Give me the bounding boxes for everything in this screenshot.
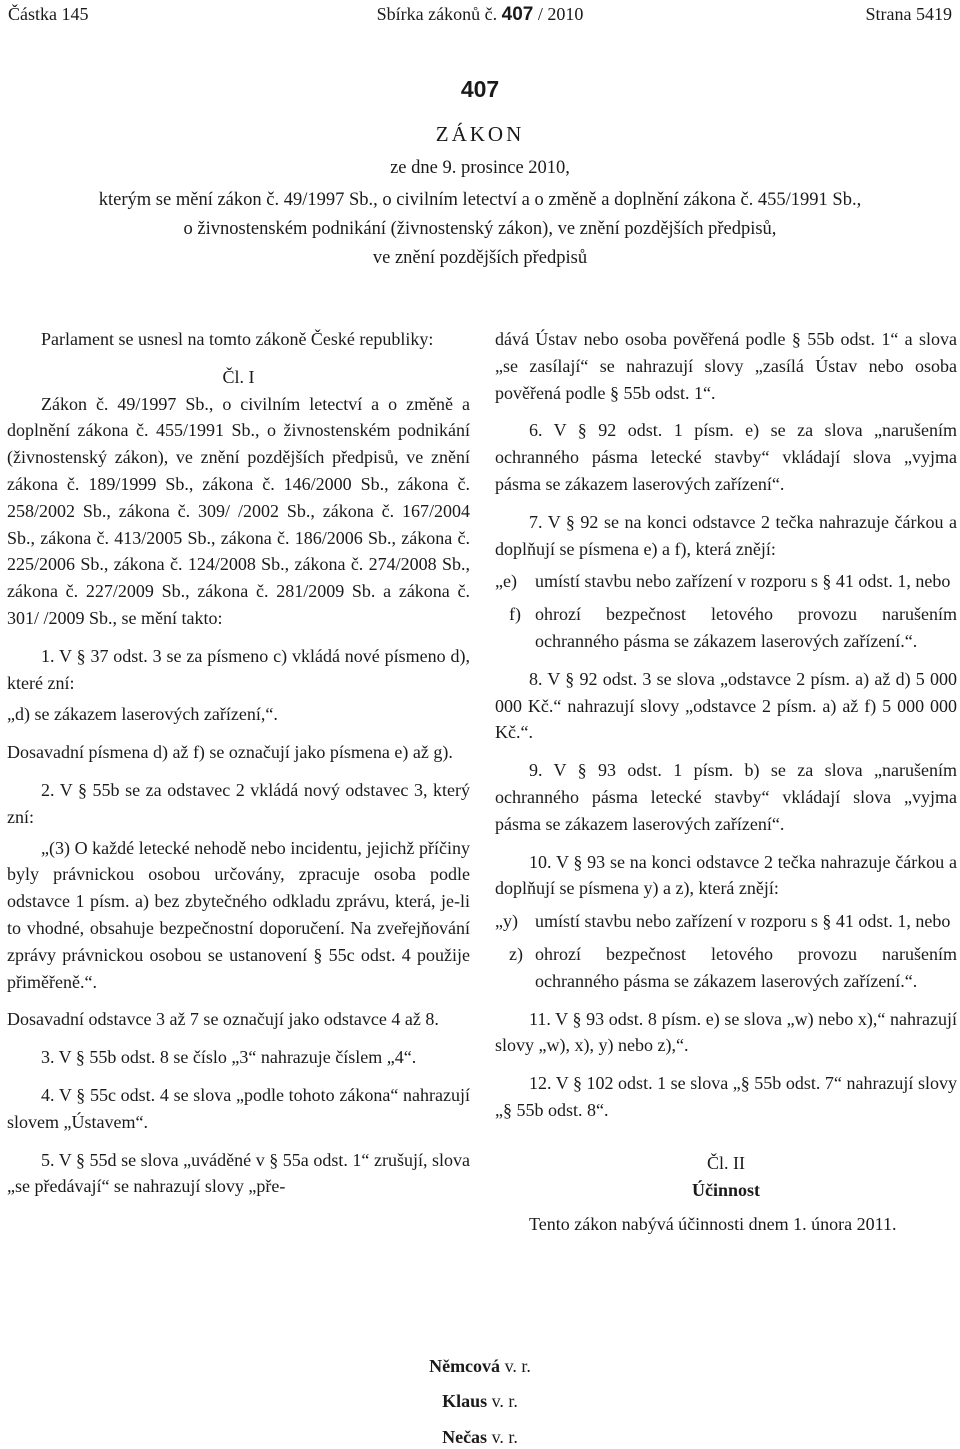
signature-suffix: v. r. xyxy=(504,1356,531,1376)
amendment-point-3: 3. V § 55b odst. 8 se číslo „3“ nahrazuje číslem „4“. xyxy=(41,1047,417,1068)
amendment-point-2: 2. V § 55b se za odstavec 2 vkládá nový odstavec 3, který zní: xyxy=(7,779,470,827)
law-date: ze dne 9. prosince 2010, xyxy=(390,158,570,178)
amendment-quote: „(3) O každé letecké nehodě nebo incidentu, jejichž příčiny byly právnickou osobou určovány, zpracuje osoba podle odstavce 1 písm. a) bez zbytečného odkladu zprávu, která, je-li to vhodné, obsahuje bezpečnostní doporučení. Na zveřejňování zprávy právnickou osobou se ustanovení § 55c odst. 4 použije přiměřeně.“. xyxy=(7,837,470,992)
law-title-line: o živnostenském podnikání (živnostenský zákon), ve znění pozdějších předpisů, xyxy=(183,219,777,239)
signatory-name: Němcová xyxy=(429,1356,501,1376)
running-header xyxy=(8,4,952,30)
enacting-clause: Parlament se usnesl na tomto zákoně České republiky: xyxy=(41,329,434,349)
item-label: „y) xyxy=(495,911,518,932)
header-collection-prefix: Sbírka zákonů č. xyxy=(376,4,498,24)
signatory-name: Nečas xyxy=(442,1427,488,1447)
item-label: „e) xyxy=(495,571,517,592)
law-number: 407 xyxy=(460,76,500,102)
item-text: ohrozí bezpečnost letového provozu narušením ochranného pásma se zákazem laserových zařízení.“. xyxy=(535,604,957,651)
amendment-point-11: 11. V § 93 odst. 8 písm. e) se slova „w) nebo x),“ nahrazují slovy „w), x), y) nebo z),“. xyxy=(495,1008,957,1056)
header-page-number: Strana 5419 xyxy=(865,4,952,24)
article-heading: Čl. I xyxy=(222,366,255,387)
signature-suffix: v. r. xyxy=(491,1427,518,1447)
article-intro: Zákon č. 49/1997 Sb., o civilním letectví a o změně a doplnění zákona č. 455/1991 Sb., o živnostenském podnikání (živnostenský zákon), ve znění pozdějších předpisů, ve znění zákona č. 189/1999 Sb., zákona č. 146/2000 Sb., zákona č. 258/2002 Sb., zákona č. 309/ /2002 Sb., zákona č. 167/2004 Sb., zákona č. 413/2005 Sb., zákona č. 186/2006 Sb., zákona č. 225/2006 Sb., zákona č. 124/2008 Sb., zákona č. 274/2008 Sb., zákona č. 227/2009 Sb., zákona č. 281/2009 Sb. a zákona č. 301/ /2009 Sb., se mění takto: xyxy=(7,393,470,628)
inserted-letter-y xyxy=(495,908,957,935)
amendment-point-10: 10. V § 93 se na konci odstavce 2 tečka nahrazuje čárkou a doplňují se písmena y) a z), která znějí: xyxy=(495,851,957,899)
amendment-point-12: 12. V § 102 odst. 1 se slova „§ 55b odst. 7“ nahrazují slovy „§ 55b odst. 8“. xyxy=(495,1073,957,1120)
item-label: z) xyxy=(509,943,523,964)
header-collection-number: 407 xyxy=(501,4,534,25)
signature xyxy=(0,1427,960,1448)
amendment-point-4: 4. V § 55c odst. 4 se slova „podle tohoto zákona“ nahrazují slovem „Ústavem“. xyxy=(7,1084,470,1132)
signature-suffix: v. r. xyxy=(491,1391,518,1411)
effective-date-clause: Tento zákon nabývá účinnosti dnem 1. února 2011. xyxy=(529,1214,897,1235)
inserted-letter-e xyxy=(495,568,957,595)
signature xyxy=(0,1391,960,1412)
inserted-letter-z xyxy=(495,941,957,995)
header-collection-year: / 2010 xyxy=(537,4,584,24)
inserted-letter-f xyxy=(495,601,957,655)
left-column xyxy=(7,326,470,1200)
signature xyxy=(0,1356,960,1377)
law-title-line: ve znění pozdějších předpisů xyxy=(372,248,588,268)
article-heading: Čl. II xyxy=(707,1152,745,1173)
item-text: ohrozí bezpečnost letového provozu narušením ochranného pásma se zákazem laserových zařízení.“. xyxy=(535,943,957,991)
item-text: umístí stavbu nebo zařízení v rozporu s § 41 odst. 1, nebo xyxy=(535,571,951,592)
amendment-point-9: 9. V § 93 odst. 1 písm. b) se za slova „narušením ochranného pásma letecké stavby“ vkládají slova „vyjma pásma se zákazem laserových zařízení“. xyxy=(495,760,957,834)
amendment-point-5-continued: dává Ústav nebo osoba pověřená podle § 55b odst. 1“ a slova „se zasílají“ se nahrazují slovy „zasílá Ústav nebo osoba pověřená podle § 55b odst. 1“. xyxy=(495,329,957,403)
amendment-point-8: 8. V § 92 odst. 3 se slova „odstavce 2 písm. a) až d) 5 000 000 Kč.“ nahrazují slovy „odstavce 2 písm. a) až f) 5 000 000 Kč.“. xyxy=(495,668,957,743)
amendment-note: Dosavadní odstavce 3 až 7 se označují jako odstavce 4 až 8. xyxy=(7,1009,439,1030)
item-label: f) xyxy=(509,604,521,625)
right-column xyxy=(495,326,957,1238)
amendment-point-1: 1. V § 37 odst. 3 se za písmeno c) vkládá nové písmeno d), které zní: xyxy=(7,645,470,693)
law-title-line: kterým se mění zákon č. 49/1997 Sb., o civilním letectví a o změně a doplnění zákona č. 455/1991 Sb., xyxy=(98,190,862,210)
article-title: Účinnost xyxy=(691,1179,760,1200)
law-title xyxy=(0,186,960,273)
amendment-point-6: 6. V § 92 odst. 1 písm. e) se za slova „narušením ochranného pásma letecké stavby“ vkládají slova „vyjma pásma se zákazem laserových zařízení“. xyxy=(495,420,957,494)
signatory-name: Klaus xyxy=(442,1391,488,1411)
amendment-point-5: 5. V § 55d se slova „uváděné v § 55a odst. 1“ zrušují, slova „se předávají“ se nahrazují slovy „pře- xyxy=(7,1149,470,1197)
amendment-quote: „d) se zákazem laserových zařízení,“. xyxy=(7,704,278,725)
amendment-point-7: 7. V § 92 se na konci odstavce 2 tečka nahrazuje čárkou a doplňují se písmena e) a f), která znějí: xyxy=(495,511,957,559)
header-collection xyxy=(8,4,952,26)
law-type: ZÁKON xyxy=(435,122,525,146)
item-text: umístí stavbu nebo zařízení v rozporu s § 41 odst. 1, nebo xyxy=(535,911,951,932)
amendment-note: Dosavadní písmena d) až f) se označují jako písmena e) až g). xyxy=(7,742,453,763)
header-part: Částka 145 xyxy=(8,4,89,24)
